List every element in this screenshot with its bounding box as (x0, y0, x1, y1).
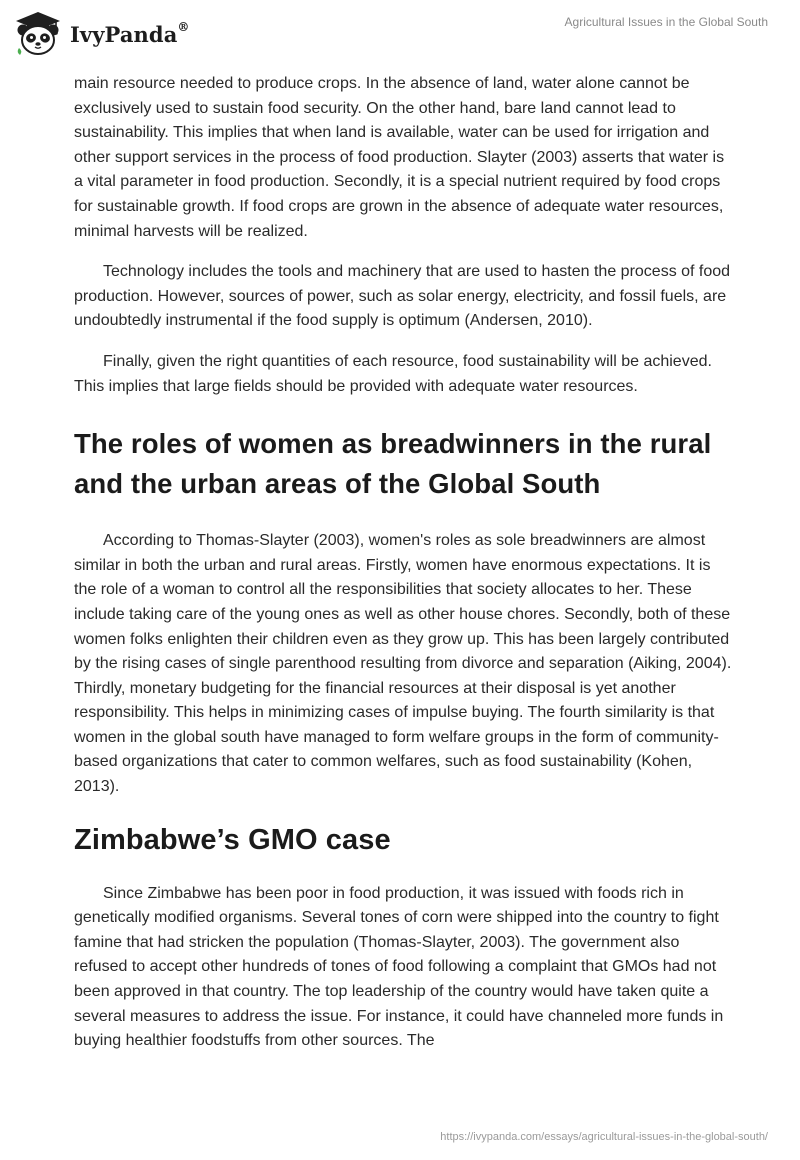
page-header (0, 0, 800, 70)
article-body (74, 72, 734, 1054)
paragraph-intro-1: main resource needed to produce crops. In the absence of land, water alone cannot be exclusively used to sustain food security. On the other hand, bare land cannot lead to sustainability. This implies that when land is available, water can be used for irrigation and other support services in the process of food production. Slayter (2003) asserts that water is a vital parameter in food production. Secondly, it is a special nutrient required by food crops for sustainable growth. If food crops are grown in the absence of adequate water resources, minimal harvests will be realized. (74, 75, 725, 240)
section-heading-roles: The roles of women as breadwinners in the rural and the urban areas of the Global South (74, 428, 712, 500)
paragraph-intro-2: Technology includes the tools and machinery that are used to hasten the process of food production. However, sources of power, such as solar energy, electricity, and fossil fuels, are undoubtedly instrumental if the food supply is optimum (Andersen, 2010). (74, 263, 731, 330)
paragraph-roles: According to Thomas-Slayter (2003), women's roles as sole breadwinners are almost similar in both the urban and rural areas. Firstly, women have enormous expectations. It is the role of a woman to control all the responsibilities that society allocates to her. These include taking care of the young ones as well as other house chores. Secondly, both of these women folks enlighten their children even as they grow up. This has been largely contributed by the rising cases of single parenthood resulting from divorce and separation (Aiking, 2004). Thirdly, monetary budgeting for the financial resources at their disposal is yet another responsibility. This helps in minimizing cases of impulse buying. The fourth similarity is that women in the global south have managed to form welfare groups in the form of community-based organizations that cater to common welfares, such as food sustainability (Kohen, 2013). (74, 532, 732, 796)
document-title: Agricultural Issues in the Global South (564, 15, 768, 29)
section-heading-zimbabwe: Zimbabwe’s GMO case (74, 823, 391, 856)
registered-mark: ® (177, 19, 190, 34)
footer-url[interactable]: https://ivypanda.com/essays/agricultural-issues-in-the-global-south/ (440, 1131, 768, 1143)
panda-graduation-cap-icon (14, 10, 62, 56)
brand-name: IvyPanda® (70, 19, 190, 47)
brand-logo[interactable] (14, 10, 190, 56)
paragraph-intro-3: Finally, given the right quantities of each resource, food sustainability will be achieved. This implies that large fields should be provided with adequate water resources. (74, 352, 712, 395)
paragraph-zimbabwe: Since Zimbabwe has been poor in food production, it was issued with foods rich in genetically modified organisms. Several tones of corn were shipped into the country to fight famine that had stricken the population (Thomas-Slayter, 2003). The government also refused to accept other hundreds of tones of food following a complaint that GMOs had not been approved in that country. The top leadership of the country would have taken quite a several measures to address the issue. For instance, it could have channeled more funds in buying healthier foodstuffs from other sources. The (74, 884, 724, 1050)
